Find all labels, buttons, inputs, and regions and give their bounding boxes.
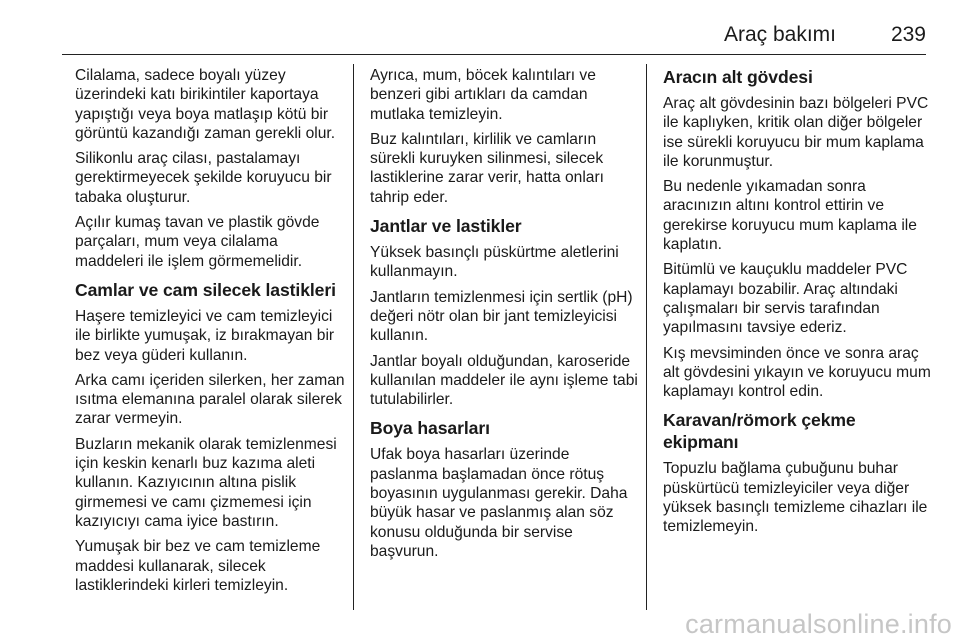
paragraph: Cilalama, sadece boyalı yüzey üzerindeki katı birikintiler kaportaya yapıştığı veya boya matlaşıp kötü bir görüntü kazandığı zaman gerekli olur. bbox=[75, 67, 336, 142]
heading-paint-damage: Boya hasarları bbox=[370, 418, 490, 439]
paragraph: Topuzlu bağlama çubuğunu buhar püskürtücü temizleyiciler veya diğer yüksek basınçlı temizleme cihazları ile temizlemeyin. bbox=[663, 460, 928, 536]
paragraph: Ayrıca, mum, böcek kalıntıları ve benzeri gibi artıkları da camdan mutlaka temizleyin. bbox=[370, 67, 596, 123]
paragraph: Araç alt gövdesinin bazı bölgeleri PVC ile kaplıyken, kritik olan diğer bölgeler ise sürekli koruyucu bir mum kaplama ile korunmuştur. bbox=[663, 95, 929, 170]
heading-windows-wipers: Camlar ve cam silecek lastikleri bbox=[75, 279, 336, 300]
paragraph: Haşere temizleyici ve cam temizleyici ile birlikte yumuşak, iz bırakmayan bir bez veya güderi kullanın. bbox=[75, 307, 335, 364]
section-title: Araç bakımı bbox=[723, 23, 836, 46]
column-right bbox=[663, 66, 933, 543]
heading-wheels-tyres: Jantlar ve lastikler bbox=[370, 216, 522, 237]
column-divider bbox=[646, 64, 647, 610]
watermark: carmanualsonline.info bbox=[685, 609, 952, 639]
paragraph: Kış mevsiminden önce ve sonra araç alt gövdesini yıkayın ve koruyucu mum kaplamayı kontrol edin. bbox=[663, 344, 931, 401]
paragraph: Jantlar boyalı olduğundan, karoseride kullanılan maddeler ile aynı işleme tabi tutulabilirler. bbox=[370, 352, 638, 409]
paragraph: Yumuşak bir bez ve cam temizleme maddesi kullanarak, silecek lastiklerindeki kirleri temizleyin. bbox=[75, 538, 321, 594]
paragraph: Jantların temizlenmesi için sertlik (pH) değeri nötr olan bir jant temizleyicisi kullanın. bbox=[370, 288, 633, 345]
column-middle bbox=[370, 66, 640, 567]
heading-underbody: Aracın alt gövdesi bbox=[663, 67, 813, 87]
page-header bbox=[62, 20, 926, 55]
page-number: 239 bbox=[890, 23, 926, 46]
column-left bbox=[75, 66, 345, 601]
paragraph: Buzların mekanik olarak temizlenmesi için keskin kenarlı buz kazıma aleti kullanın. Kazıyıcının altına pislik girmemesi ve camı çizmemesi için kazıyıcıyı cama iyice bastırın. bbox=[75, 435, 337, 530]
heading-towing-equipment: Karavan/römork çekme ekipmanı bbox=[663, 410, 856, 453]
column-divider bbox=[353, 64, 354, 610]
paragraph: Açılır kumaş tavan ve plastik gövde parçaları, mum veya cilalama maddeleri ile işlem görmemelidir. bbox=[75, 214, 320, 270]
paragraph: Ufak boya hasarları üzerinde paslanma başlamadan önce rötuş boyasının uygulanması gerekir. Daha büyük hasar ve paslanmış alan söz konusu olduğunda bir servise başvurun. bbox=[370, 446, 628, 560]
paragraph: Bu nedenle yıkamadan sonra aracınızın altını kontrol ettirin ve gerekirse koruyucu mum kaplama ile kaplatın. bbox=[663, 178, 917, 254]
paragraph: Buz kalıntıları, kirlilik ve camların sürekli kuruyken silinmesi, silecek lastiklerine zarar verir, hatta onları tahrip eder. bbox=[370, 130, 605, 206]
paragraph: Bitümlü ve kauçuklu maddeler PVC kaplamayı bozabilir. Araç altındaki çalışmaları bir servis tarafından yapılmasını tavsiye ederiz. bbox=[663, 261, 908, 337]
paragraph: Silikonlu araç cilası, pastalamayı gerektirmeyecek şekilde koruyucu bir tabaka oluşturur. bbox=[75, 150, 332, 206]
paragraph: Arka camı içeriden silerken, her zaman ısıtma elemanına paralel olarak silerek zarar vermeyin. bbox=[75, 371, 345, 428]
paragraph: Yüksek basınçlı püskürtme aletlerini kullanmayın. bbox=[370, 244, 619, 281]
